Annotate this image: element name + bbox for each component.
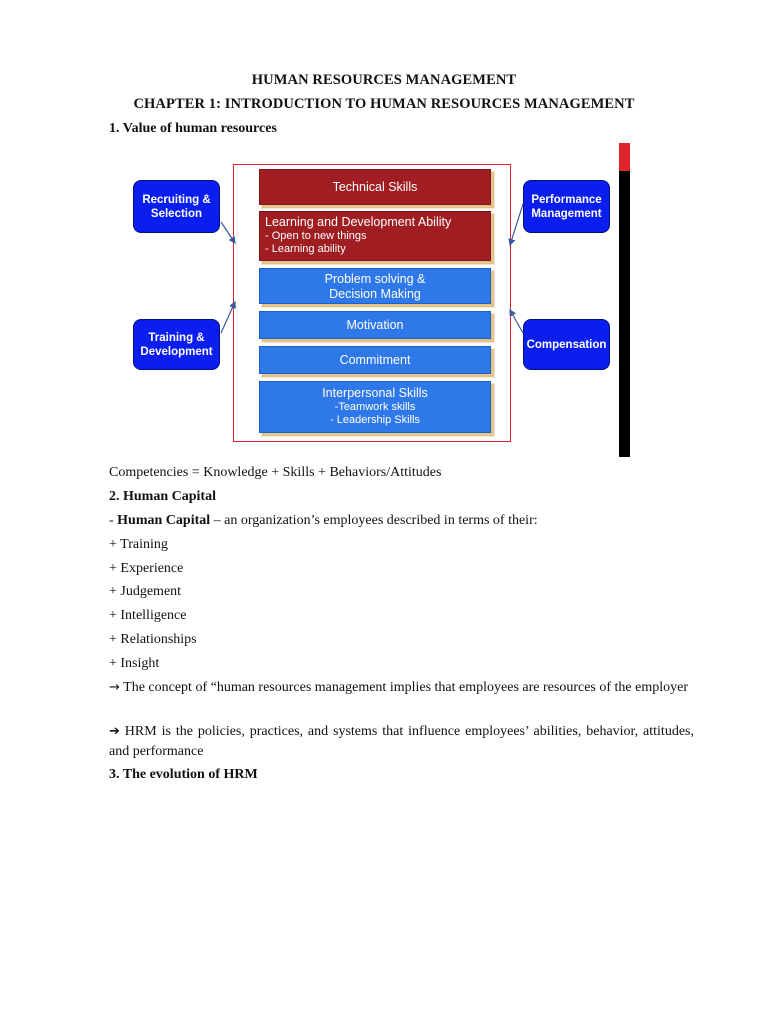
- hc-dash: -: [109, 513, 118, 528]
- bar-learning-sub-2: - Learning ability: [265, 243, 346, 255]
- paragraph-concept-text: The concept of “human resources management implies that employees are resources of the employer: [119, 680, 688, 695]
- bar-learning-sub-1: - Open to new things: [265, 230, 367, 242]
- bar-learning-title: Learning and Development Ability: [265, 215, 452, 229]
- list-item: + Judgement: [109, 584, 182, 599]
- list-item: + Relationships: [109, 632, 197, 647]
- side-bar-black: [619, 171, 630, 457]
- hc-term: Human Capital: [117, 513, 211, 528]
- connector-performance: [510, 204, 523, 245]
- section-heading-2: 2. Human Capital: [109, 489, 216, 504]
- box-performance-management-label: Performance Management: [531, 193, 602, 220]
- bar-interpersonal-title: Interpersonal Skills: [322, 386, 428, 400]
- bar-interpersonal-sub-2: - Leadership Skills: [330, 414, 420, 426]
- chapter-title: CHAPTER 1: INTRODUCTION TO HUMAN RESOURCES MANAGEMENT: [133, 96, 635, 112]
- bar-commitment-label: Commitment: [339, 353, 411, 367]
- list-item: + Training: [109, 537, 168, 552]
- paragraph-concept: [109, 678, 694, 698]
- connector-compensation: [510, 310, 523, 333]
- bar-problem-solving-line1: Problem solving &: [324, 272, 426, 286]
- paragraph-hrm: [109, 722, 694, 762]
- paragraph-hrm-text: HRM is the policies, practices, and systems that influence employees’ abilities, behavior, attitudes, and performance: [109, 724, 694, 759]
- bar-interpersonal-sub-1: -Teamwork skills: [334, 401, 416, 413]
- competencies-formula: Competencies = Knowledge + Skills + Behaviors/Attitudes: [109, 465, 442, 480]
- list-item: + Experience: [109, 561, 184, 576]
- hc-def: – an organization’s employees described in terms of their:: [210, 513, 538, 528]
- section-heading-1: 1. Value of human resources: [109, 121, 277, 136]
- section-heading-3: 3. The evolution of HRM: [109, 767, 258, 782]
- arrow-right-icon: →: [109, 680, 120, 695]
- human-capital-definition: [109, 513, 538, 529]
- bar-technical-skills-label: Technical Skills: [332, 180, 418, 194]
- connector-training: [221, 302, 235, 333]
- box-recruiting-selection-label: Recruiting & Selection: [142, 193, 211, 220]
- arrow-bold-right-icon: ➔: [109, 724, 120, 739]
- box-training-development-label: Training & Development: [140, 331, 213, 358]
- list-item: + Insight: [109, 656, 160, 671]
- box-compensation-label: Compensation: [526, 338, 607, 351]
- side-bar-red: [619, 143, 630, 172]
- connector-recruiting: [221, 222, 235, 243]
- bar-problem-solving-line2: Decision Making: [329, 287, 421, 301]
- list-item: + Intelligence: [109, 608, 187, 623]
- page-title: HUMAN RESOURCES MANAGEMENT: [251, 72, 517, 88]
- bar-motivation-label: Motivation: [346, 318, 404, 332]
